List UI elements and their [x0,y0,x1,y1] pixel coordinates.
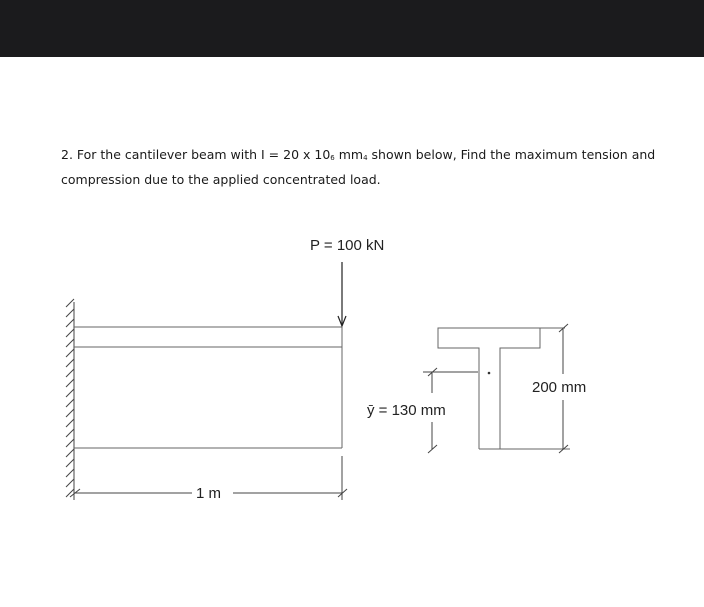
fixed-wall-support [66,299,74,497]
t-section-outline [438,328,540,449]
problem-text-part-1: 2. For the cantilever beam with I = 20 x 10 [61,147,331,162]
beam-side-view [74,327,342,448]
span-label: 1 m [196,485,222,502]
centroid-dot [488,372,491,375]
load-arrow [338,262,346,326]
problem-text-part-2: mm [334,147,364,162]
load-label: P = 100 kN [310,237,385,254]
exponent-4: 4 [363,154,368,162]
problem-text-part-3: shown below, Find the maximum tension and compression due to the applied concentrated load. [61,147,656,187]
exponent-6: 6 [330,154,335,162]
height-label: 200 mm [532,379,587,396]
centroid-label: ȳ = 130 mm [367,402,446,419]
